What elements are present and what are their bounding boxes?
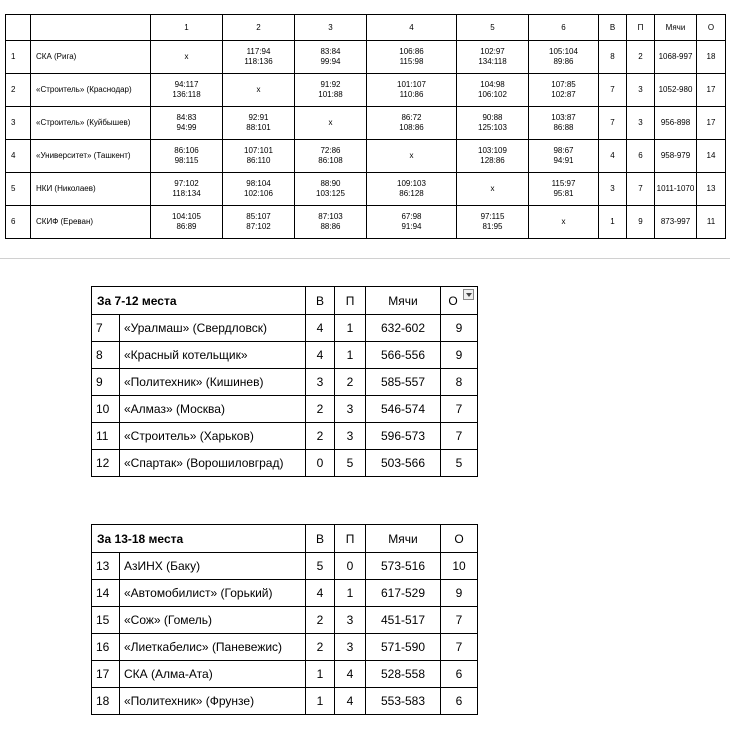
wins: 4 (306, 315, 335, 342)
score-second: 86:110 (246, 156, 271, 165)
points: 10 (441, 553, 478, 580)
header-cell: О (697, 15, 726, 41)
team-name: «Политехник» (Кишинев) (120, 369, 306, 396)
score-first: 104:98 (480, 80, 505, 89)
wins: 8 (599, 41, 627, 74)
header-balls: Мячи (366, 287, 441, 315)
points: 13 (697, 173, 726, 206)
team-name: «Строитель» (Краснодар) (31, 74, 151, 107)
balls: 956-898 (655, 107, 697, 140)
score-first: 98:104 (246, 179, 271, 188)
wins: 3 (306, 369, 335, 396)
balls: 632-602 (366, 315, 441, 342)
score-first: 83:84 (320, 47, 341, 56)
score-cell (457, 41, 529, 74)
score-cell (223, 41, 295, 74)
place-number: 14 (92, 580, 120, 607)
losses: 2 (335, 369, 366, 396)
score-cell (223, 140, 295, 173)
score-cell (457, 206, 529, 239)
score-second: 136:118 (172, 90, 201, 99)
score-second: 86:108 (318, 156, 343, 165)
score-first: 84:83 (176, 113, 197, 122)
points: 7 (441, 634, 478, 661)
main-header-row (6, 15, 726, 41)
balls: 596-573 (366, 423, 441, 450)
score-first: x (409, 151, 414, 160)
score-second: 108:86 (399, 123, 424, 132)
place-number: 15 (92, 607, 120, 634)
losses: 6 (627, 140, 655, 173)
header-points: О (441, 525, 478, 553)
place-number: 8 (92, 342, 120, 369)
score-second: 118:136 (244, 57, 273, 66)
losses: 3 (627, 107, 655, 140)
wins: 5 (306, 553, 335, 580)
points: 9 (441, 315, 478, 342)
score-second: 81:95 (482, 222, 503, 231)
score-first: 103:109 (478, 146, 507, 155)
score-cell (367, 107, 457, 140)
score-cell (529, 173, 599, 206)
balls: 528-558 (366, 661, 441, 688)
team-name: «Строитель» (Куйбышев) (31, 107, 151, 140)
wins: 2 (306, 423, 335, 450)
team-name: АзИНХ (Баку) (120, 553, 306, 580)
table-row (92, 553, 478, 580)
placement-13-18-header (92, 525, 478, 553)
score-second: 94:99 (176, 123, 197, 132)
points: 17 (697, 74, 726, 107)
balls: 1068-997 (655, 41, 697, 74)
placement-7-12-table (91, 286, 478, 477)
header-balls: Мячи (366, 525, 441, 553)
score-second: 102:87 (551, 90, 576, 99)
score-second: 118:134 (172, 189, 201, 198)
wins: 7 (599, 107, 627, 140)
header-points-cell (441, 287, 478, 315)
table-row (92, 396, 478, 423)
place-number: 12 (92, 450, 120, 477)
score-cell (223, 206, 295, 239)
score-cell (367, 206, 457, 239)
losses: 9 (627, 206, 655, 239)
score-second: 103:125 (316, 189, 345, 198)
table-row (92, 607, 478, 634)
table-title: За 7-12 места (92, 287, 306, 315)
losses: 3 (335, 634, 366, 661)
score-cell (151, 41, 223, 74)
score-first: 92:91 (248, 113, 269, 122)
table-row (6, 140, 726, 173)
team-name: «Политехник» (Фрунзе) (120, 688, 306, 715)
header-cell: 2 (223, 15, 295, 41)
losses: 1 (335, 342, 366, 369)
score-second: 110:86 (399, 90, 424, 99)
score-cell (295, 140, 367, 173)
team-name: «Красный котельщик» (120, 342, 306, 369)
placement-7-12-header (92, 287, 478, 315)
score-second: 88:101 (246, 123, 271, 132)
wins: 4 (306, 580, 335, 607)
score-first: 72:86 (320, 146, 341, 155)
score-first: 87:103 (318, 212, 343, 221)
score-cell (223, 107, 295, 140)
place-number: 17 (92, 661, 120, 688)
score-cell (151, 173, 223, 206)
wins: 2 (306, 396, 335, 423)
balls: 573-516 (366, 553, 441, 580)
score-first: 88:90 (320, 179, 341, 188)
score-cell (151, 107, 223, 140)
score-first: 98:67 (553, 146, 574, 155)
table-row (92, 634, 478, 661)
losses: 1 (335, 580, 366, 607)
team-name: «Строитель» (Харьков) (120, 423, 306, 450)
score-first: 105:104 (549, 47, 578, 56)
main-standings-table (5, 14, 726, 239)
score-second: 101:88 (318, 90, 343, 99)
score-second: 89:86 (553, 57, 574, 66)
score-cell (529, 74, 599, 107)
table-row (92, 688, 478, 715)
score-second: 94:91 (553, 156, 574, 165)
wins: 1 (306, 661, 335, 688)
score-second: 125:103 (478, 123, 507, 132)
balls: 566-556 (366, 342, 441, 369)
score-cell (295, 74, 367, 107)
team-name: СКИФ (Ереван) (31, 206, 151, 239)
score-cell (367, 41, 457, 74)
score-second: 86:89 (176, 222, 197, 231)
balls: 571-590 (366, 634, 441, 661)
losses: 3 (627, 74, 655, 107)
score-first: 97:102 (174, 179, 199, 188)
score-second: 106:102 (478, 90, 507, 99)
team-name: «Сож» (Гомель) (120, 607, 306, 634)
wins: 7 (599, 74, 627, 107)
losses: 3 (335, 396, 366, 423)
place-number: 13 (92, 553, 120, 580)
points: 9 (441, 580, 478, 607)
score-first: 102:97 (480, 47, 505, 56)
table-row (6, 41, 726, 74)
header-wins: В (306, 287, 335, 315)
balls: 1052-980 (655, 74, 697, 107)
dropdown-filter-icon[interactable] (463, 289, 474, 300)
score-cell (457, 74, 529, 107)
score-first: 85:107 (246, 212, 271, 221)
points: 8 (441, 369, 478, 396)
team-name: СКА (Алма-Ата) (120, 661, 306, 688)
table-row (6, 74, 726, 107)
table-row (6, 206, 726, 239)
team-name: «Уралмаш» (Свердловск) (120, 315, 306, 342)
team-name: НКИ (Николаев) (31, 173, 151, 206)
header-cell: 6 (529, 15, 599, 41)
score-first: 97:115 (480, 212, 505, 221)
points: 14 (697, 140, 726, 173)
points: 7 (441, 423, 478, 450)
losses: 1 (335, 315, 366, 342)
score-second: 134:118 (478, 57, 507, 66)
score-cell (223, 173, 295, 206)
score-second: 99:94 (320, 57, 341, 66)
score-cell (151, 206, 223, 239)
wins: 2 (306, 607, 335, 634)
balls: 553-583 (366, 688, 441, 715)
header-wins: В (306, 525, 335, 553)
score-second: 88:86 (320, 222, 341, 231)
score-cell (295, 173, 367, 206)
balls: 873-997 (655, 206, 697, 239)
table-row (92, 315, 478, 342)
table-row (6, 173, 726, 206)
place-number: 16 (92, 634, 120, 661)
score-first: 107:85 (551, 80, 576, 89)
points: 11 (697, 206, 726, 239)
wins: 1 (599, 206, 627, 239)
score-cell (295, 206, 367, 239)
score-first: x (561, 217, 566, 226)
team-name: СКА (Рига) (31, 41, 151, 74)
header-points: О (448, 293, 458, 308)
score-second: 91:94 (401, 222, 422, 231)
header-cell: Мячи (655, 15, 697, 41)
score-first: 106:86 (399, 47, 424, 56)
score-second: 87:102 (246, 222, 271, 231)
balls: 958-979 (655, 140, 697, 173)
losses: 4 (335, 661, 366, 688)
page-separator (0, 258, 730, 259)
row-number: 3 (6, 107, 31, 140)
header-cell: В (599, 15, 627, 41)
score-cell (529, 140, 599, 173)
points: 9 (441, 342, 478, 369)
place-number: 11 (92, 423, 120, 450)
row-number: 4 (6, 140, 31, 173)
wins: 0 (306, 450, 335, 477)
place-number: 9 (92, 369, 120, 396)
score-second: 95:81 (553, 189, 574, 198)
score-second: 86:88 (553, 123, 574, 132)
header-cell: 4 (367, 15, 457, 41)
row-number: 6 (6, 206, 31, 239)
score-first: 86:106 (174, 146, 199, 155)
score-cell (529, 107, 599, 140)
table-row (92, 580, 478, 607)
points: 5 (441, 450, 478, 477)
score-second: 98:115 (174, 156, 199, 165)
balls: 1011-1070 (655, 173, 697, 206)
wins: 3 (599, 173, 627, 206)
score-cell (457, 140, 529, 173)
score-first: 90:88 (482, 113, 503, 122)
score-first: 115:97 (551, 179, 576, 188)
team-name: «Спартак» (Ворошиловград) (120, 450, 306, 477)
score-first: 94:117 (174, 80, 199, 89)
score-cell (457, 173, 529, 206)
score-first: x (490, 184, 495, 193)
wins: 4 (306, 342, 335, 369)
header-cell: 1 (151, 15, 223, 41)
place-number: 10 (92, 396, 120, 423)
score-first: 107:101 (244, 146, 273, 155)
score-first: 67:98 (401, 212, 422, 221)
row-number: 1 (6, 41, 31, 74)
table-row (92, 661, 478, 688)
header-losses: П (335, 525, 366, 553)
score-cell (295, 107, 367, 140)
wins: 1 (306, 688, 335, 715)
score-cell (529, 206, 599, 239)
score-first: x (184, 52, 189, 61)
points: 7 (441, 396, 478, 423)
table-row (6, 107, 726, 140)
header-cell (31, 15, 151, 41)
losses: 0 (335, 553, 366, 580)
balls: 617-529 (366, 580, 441, 607)
team-name: «Алмаз» (Москва) (120, 396, 306, 423)
score-second: 102:106 (244, 189, 273, 198)
score-cell (529, 41, 599, 74)
score-first: 101:107 (397, 80, 426, 89)
team-name: «Автомобилист» (Горький) (120, 580, 306, 607)
points: 6 (441, 688, 478, 715)
team-name: «Университет» (Ташкент) (31, 140, 151, 173)
score-second: 128:86 (480, 156, 505, 165)
points: 7 (441, 607, 478, 634)
table-row (92, 423, 478, 450)
row-number: 2 (6, 74, 31, 107)
losses: 5 (335, 450, 366, 477)
losses: 7 (627, 173, 655, 206)
score-first: 86:72 (401, 113, 422, 122)
losses: 3 (335, 423, 366, 450)
wins: 2 (306, 634, 335, 661)
score-cell (367, 140, 457, 173)
score-cell (223, 74, 295, 107)
score-cell (295, 41, 367, 74)
balls: 503-566 (366, 450, 441, 477)
balls: 451-517 (366, 607, 441, 634)
score-second: 86:128 (399, 189, 424, 198)
score-cell (367, 173, 457, 206)
score-first: x (256, 85, 261, 94)
wins: 4 (599, 140, 627, 173)
balls: 546-574 (366, 396, 441, 423)
header-cell (6, 15, 31, 41)
team-name: «Лиеткабелис» (Паневежис) (120, 634, 306, 661)
score-first: 109:103 (397, 179, 426, 188)
losses: 3 (335, 607, 366, 634)
score-first: 103:87 (551, 113, 576, 122)
row-number: 5 (6, 173, 31, 206)
score-cell (367, 74, 457, 107)
score-second: 115:98 (399, 57, 424, 66)
table-row (92, 450, 478, 477)
points: 6 (441, 661, 478, 688)
header-losses: П (335, 287, 366, 315)
score-first: 117:94 (246, 47, 271, 56)
losses: 4 (335, 688, 366, 715)
placement-13-18-table (91, 524, 478, 715)
table-title: За 13-18 места (92, 525, 306, 553)
score-cell (151, 140, 223, 173)
place-number: 18 (92, 688, 120, 715)
balls: 585-557 (366, 369, 441, 396)
table-row (92, 369, 478, 396)
score-cell (457, 107, 529, 140)
score-first: 104:105 (172, 212, 201, 221)
score-first: 91:92 (320, 80, 341, 89)
score-cell (151, 74, 223, 107)
score-first: x (328, 118, 333, 127)
header-cell: 3 (295, 15, 367, 41)
losses: 2 (627, 41, 655, 74)
points: 17 (697, 107, 726, 140)
table-row (92, 342, 478, 369)
points: 18 (697, 41, 726, 74)
place-number: 7 (92, 315, 120, 342)
header-cell: 5 (457, 15, 529, 41)
header-cell: П (627, 15, 655, 41)
